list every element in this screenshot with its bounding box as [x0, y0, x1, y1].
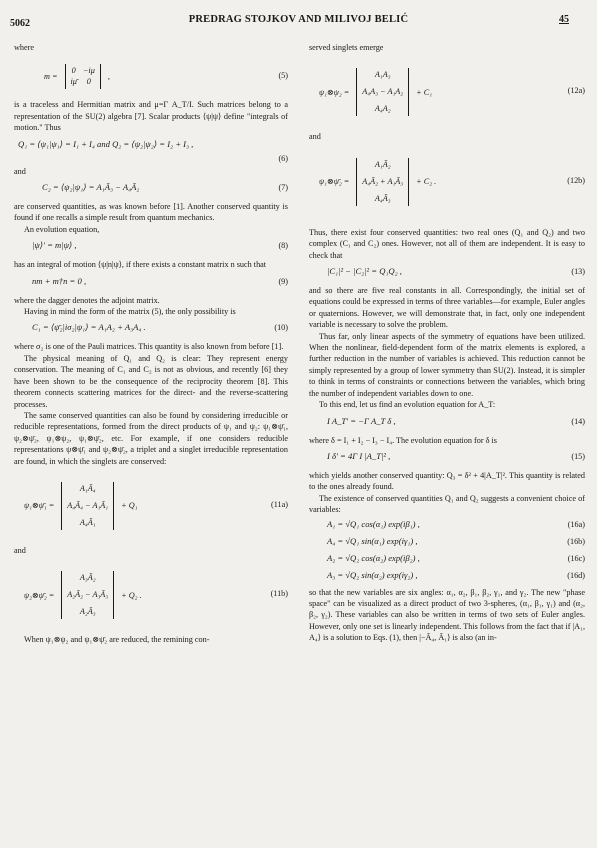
paragraph: The existence of conserved quantities Q₁ and Q₂ suggests a convenient choice of variables:	[309, 493, 585, 515]
eq-number: (12b)	[567, 175, 585, 185]
equation-11b	[14, 562, 288, 628]
matrix-cell: A₄Ā₂ + A₁Ā₃	[362, 176, 404, 186]
equation-15	[309, 451, 585, 465]
eq5-tail: ,	[107, 71, 110, 81]
eq-math: A₂ = √Q₂ cos(α₂) exp(iβ₂) ,	[327, 552, 420, 563]
matrix-cell: A₄A₂	[374, 104, 391, 114]
eq-math: A₄ = √Q₁ sin(α₁) exp(iγ₁) ,	[327, 535, 418, 546]
page-number: 5062	[10, 18, 30, 29]
paragraph: To this end, let us find an evolution equation for A_T:	[319, 400, 496, 410]
matrix-cell: A₁Ā₄	[79, 483, 96, 493]
eq-number: (11a)	[271, 499, 288, 509]
eq-math: A₁ = √Q₁ cos(α₁) exp(iβ₁) ,	[327, 518, 420, 529]
matrix-cell: 0	[71, 65, 76, 75]
eq-number: (12a)	[567, 86, 585, 96]
running-title: PREDRAG STOJKOV AND MILIVOJ BELIĆ	[188, 14, 409, 25]
paragraph: where the dagger denotes the adjoint matrix.	[14, 295, 160, 305]
paragraph: The same conserved quantities can also be found by considering irreducible or reducible representations, formed from the direct products of ψ₁ and ψ₂: ψ₁⊗ψ̄₁, ψ₂⊗ψ̄₂, ψ₁⊗ψ₂, ψ₁⊗ψ̄₂, etc. For example, if one considers reducible representations ψ⊗ψ̄₁ and ψ₂⊗ψ̄₂, a triplet and a singlet irreducible representation are found, in which the singlets are conserved:	[14, 410, 288, 466]
eq-number: (15)	[571, 451, 585, 461]
paragraph: where δ = I₁ + I₂ − I₃ − I₄. The evolution equation for δ is	[309, 435, 497, 445]
eq-number: (7)	[278, 183, 288, 193]
equation-5	[14, 58, 288, 94]
matrix-cell: A₄Ā₃	[374, 193, 391, 203]
eq-number: (5)	[278, 71, 288, 81]
eq5-lhs: m =	[44, 71, 58, 81]
equation-14	[309, 416, 585, 430]
matrix-cell: iμ̄	[70, 76, 77, 86]
equation-7	[14, 182, 288, 196]
matrix-cell: A₄Ā₄ − A₁Ā₁	[67, 500, 109, 510]
eq-rhs: + C₁	[416, 87, 433, 97]
eq-lhs: ψ₁⊗ψ̄₁ =	[24, 501, 55, 511]
matrix-cell: −iμ	[82, 65, 95, 75]
left-column	[14, 42, 288, 646]
eq-math: I A_T′ = −Γ A_T δ ,	[327, 415, 396, 426]
eq-number: (8)	[278, 241, 288, 251]
matrix-cell: A₃Ā₂	[79, 573, 96, 583]
eq-number: (16b)	[567, 536, 585, 546]
matrix-cell: 0	[86, 76, 91, 86]
eq-number: (14)	[571, 416, 585, 426]
equation-16d	[309, 570, 585, 584]
paragraph: When ψ₁⊗ψ₂ and ψ₁⊗ψ̄₂ are reduced, the remining con-	[24, 635, 210, 645]
paragraph: and	[14, 166, 26, 176]
paragraph: are conserved quantities, as was known before [1]. Another conserved quantity is found if one recalls a simple result from quantum mechanics.	[14, 202, 288, 223]
paragraph: and	[309, 132, 321, 142]
equation-16c	[309, 553, 585, 567]
right-column	[309, 42, 585, 644]
paragraph: which yields another conserved quantity: Q₃ = δ² + 4|A_T|². This quantity is related to the ones already found.	[309, 470, 585, 492]
eq-math: A₃ = √Q₂ sin(α₂) exp(iγ₂) ,	[327, 569, 418, 580]
paragraph: and	[14, 545, 26, 555]
equation-10	[14, 322, 288, 336]
eq-math: Q₁ = ⟨ψ₁|ψ₁⟩ = I₁ + I₄ and Q₂ = ⟨ψ₂|ψ₂⟩ = I₂ + I₃ ,	[18, 138, 194, 149]
equation-6	[14, 138, 288, 163]
eq-math: C₁ = ⟨ψ̄₂|iσ₂|ψ₁⟩ = A₁A₂ + A₃A₄ .	[32, 322, 146, 333]
eq-lhs: ψ₁⊗ψ̄₂ =	[319, 177, 350, 187]
paragraph: where	[14, 43, 35, 52]
volume-number: 45	[559, 14, 569, 25]
equation-9	[14, 276, 288, 290]
eq-number: (6)	[278, 153, 288, 163]
eq-rhs: + Q₂ .	[121, 590, 142, 600]
eq-rhs: + C₂ .	[416, 177, 437, 187]
eq-number: (16a)	[567, 519, 585, 529]
paragraph: Thus far, only linear aspects of the symmetry of equations have been utilized. When the nonlinear, field-dependent form of the matrix elements is explored, a further reduction in the number of variables is achieved. This reduction cannot be simply represented by a group of lower symmetry than SU(2). Instead, it is simpler to think in terms of constraints or connections between the variables, which bring the number of independent variables down to one.	[309, 331, 585, 398]
eq-math: |ψ⟩′ = m|ψ⟩ ,	[32, 240, 77, 251]
eq-math: C₂ = ⟨ψ₂|ψ₁⟩ = A₁Ā₃ − A₄Ā₂	[42, 182, 140, 193]
equation-11a	[14, 473, 288, 539]
paragraph: served singlets emerge	[309, 43, 384, 52]
equation-12b	[309, 149, 585, 215]
matrix-m	[62, 64, 104, 89]
paragraph: and so there are five real constants in all. Correspondingly, the initial set of equations could be expressed in terms of three variables—for example, Euler angles or quaternions. However, we will demonstrate that, in fact, only one independent variable is necessary to solve the problem.	[309, 286, 585, 330]
eq-number: (11b)	[270, 589, 288, 599]
paragraph: The physical meaning of Q₁ and Q₂ is clear: They represent energy conservation. The meaning of C₁ and C₂ is not as obvious, and recently [6] they have been shown to be the consequence of the reciprocity theorem [8]. This theorem connects scattering matrices for the direct- and the reverse-scattering processes.	[14, 353, 288, 409]
eq-math: nm + m†n = 0 ,	[32, 275, 87, 286]
equation-16b	[309, 536, 585, 550]
matrix-cell: A₁Ā₂	[374, 159, 391, 169]
eq-math: |C₁|² − |C₂|² = Q₁Q₂ ,	[327, 266, 402, 277]
matrix-cell: A₁A₃	[374, 70, 391, 80]
equation-13	[309, 266, 585, 280]
matrix-cell: A₄Ā₁	[79, 517, 96, 527]
paragraph: is a traceless and Hermitian matrix and μ=Γ A_T/I. Such matrices belong to a representation of the SU(2) algebra [7]. Scalar products ⟨ψ|ψ⟩ define "integrals of motion." Thus	[14, 100, 288, 133]
matrix-cell: A₂Ā₂ − A₃Ā₃	[67, 590, 109, 600]
paragraph: where σ₂ is one of the Pauli matrices. This quantity is also known from before [1].	[14, 342, 284, 352]
eq-math: I δ′ = 4Γ I |A_T|² ,	[327, 450, 391, 461]
paragraph: has an integral of motion ⟨ψ|n|ψ⟩, if there exists a constant matrix n such that	[14, 260, 267, 270]
equation-12a	[309, 59, 585, 125]
eq-lhs: ψ₂⊗ψ̄₂ =	[24, 590, 55, 600]
eq-lhs: ψ₁⊗ψ₂ =	[319, 87, 350, 97]
paragraph: An evolution equation,	[24, 224, 100, 234]
paragraph: Having in mind the form of the matrix (5), the only possibility is	[24, 307, 236, 317]
matrix-cell: A₂Ā₃	[79, 607, 96, 617]
matrix-cell: A₄A₃ − A₁A₂	[362, 87, 404, 97]
eq-number: (10)	[274, 323, 288, 333]
eq-number: (16c)	[567, 553, 585, 563]
eq-number: (16d)	[567, 570, 585, 580]
paragraph: so that the new variables are six angles: α₁, α₂, β₁, β₂, γ₁, and γ₂. The new "phase space" can be visualized as a direct product of two 3-spheres, (α₁, β₁, γ₁) and (α₂, β₂, γ₂). These variables can also be written in terms of two sets of Euler angles. However, only one set is linearly independent. This follows from the fact that if |A₁, A₄⟩ is a solution to Eqs. (1), then |−Ā₄, Ā₁⟩ is also (an in-	[309, 587, 585, 643]
eq-number: (9)	[278, 276, 288, 286]
equation-8	[14, 240, 288, 254]
eq-number: (13)	[571, 267, 585, 277]
eq-rhs: + Q₁	[121, 501, 138, 511]
paragraph: Thus, there exist four conserved quantities: two real ones (Q₁ and Q₂) and two complex (C₁ and C₂) ones. However, not all of them are independent. It is easy to check that	[309, 227, 585, 260]
equation-16a	[309, 519, 585, 533]
